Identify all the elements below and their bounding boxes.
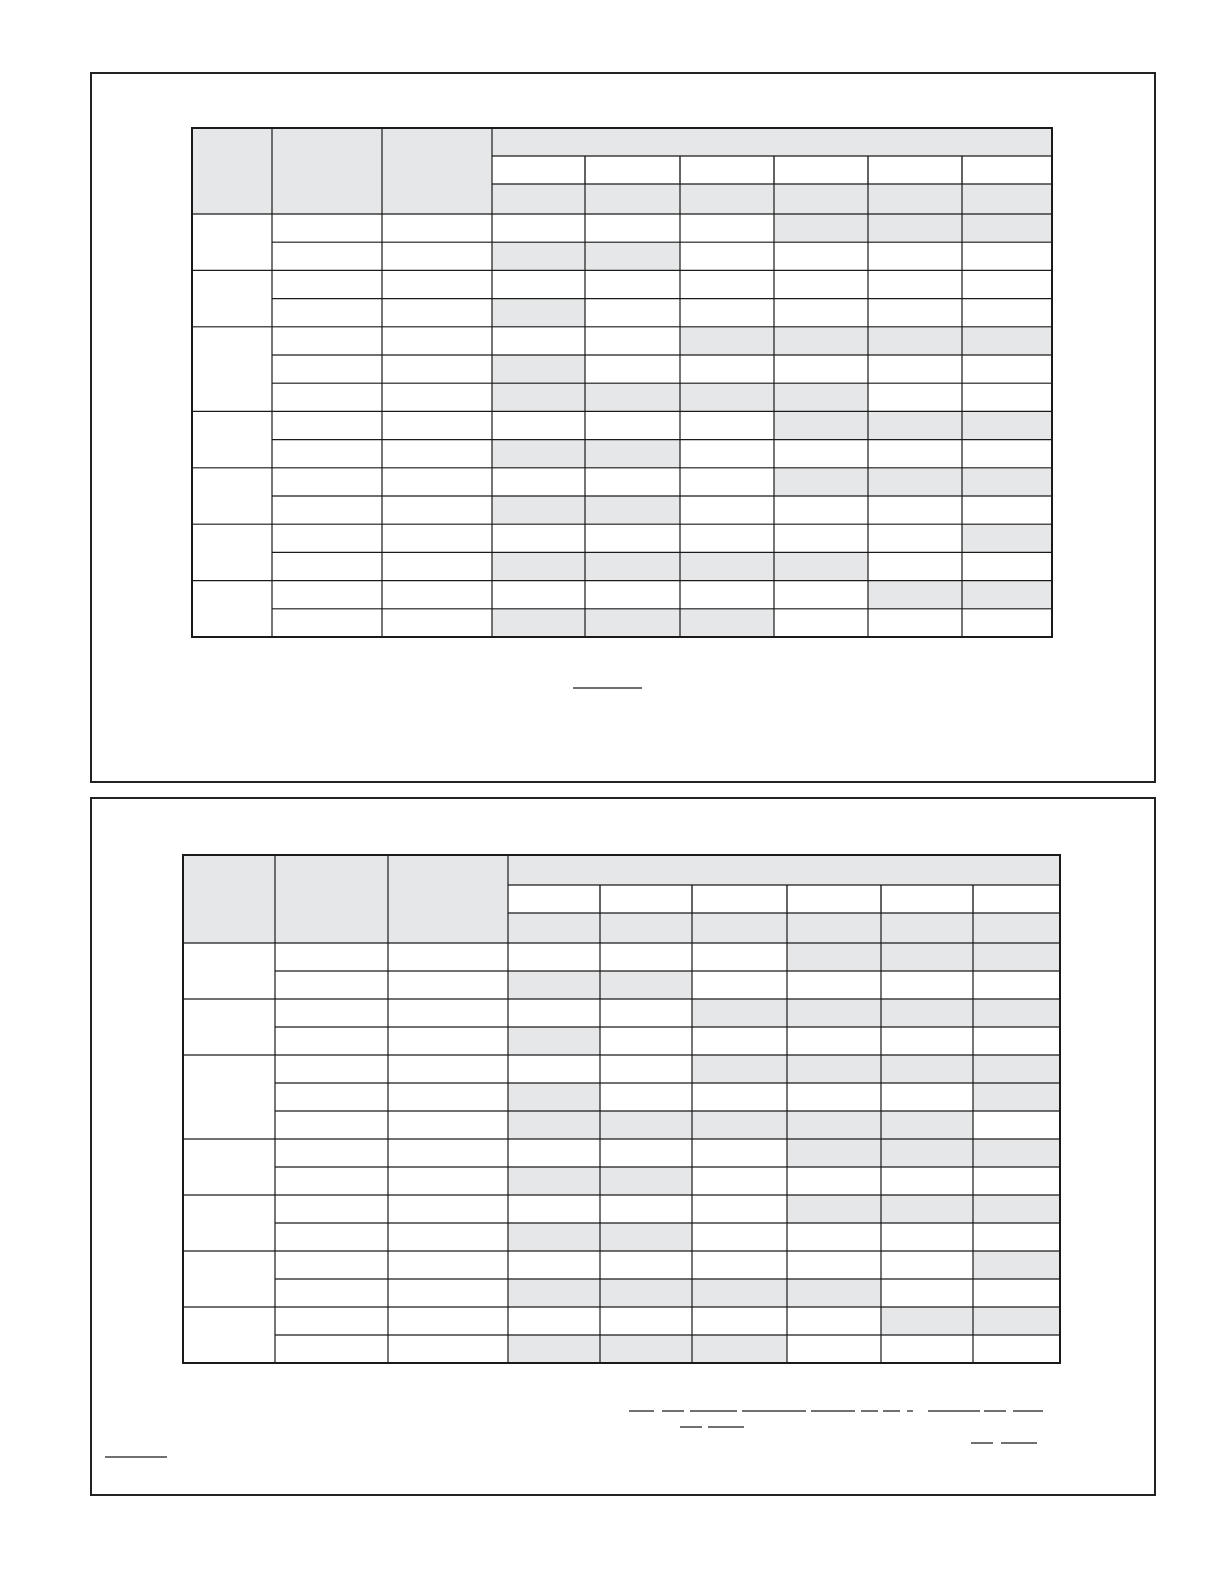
bottom-shaded-cell	[881, 1139, 973, 1167]
bottom-shaded-cell	[600, 1111, 692, 1139]
bottom-shaded-cell	[973, 1195, 1060, 1223]
top-panel	[90, 72, 1156, 783]
top-shaded-cell	[962, 214, 1052, 242]
top-shaded-cell	[492, 496, 585, 524]
bottom-shaded-cell	[787, 1055, 881, 1083]
bottom-header-span	[508, 855, 1060, 885]
bottom-shaded-cell	[973, 1307, 1060, 1335]
top-shaded-cell	[492, 609, 585, 637]
top-shaded-cell	[962, 468, 1052, 496]
bottom-shaded-cell	[508, 1335, 600, 1363]
top-shaded-cell	[774, 468, 868, 496]
bottom-shaded-cell	[881, 1111, 973, 1139]
bottom-shaded-cell	[881, 1055, 973, 1083]
top-shaded-cell	[868, 411, 962, 439]
top-header-subspan	[492, 184, 1052, 214]
top-shaded-cell	[774, 411, 868, 439]
bottom-shaded-cell	[692, 1055, 787, 1083]
top-shaded-cell	[492, 552, 585, 580]
top-shaded-cell	[868, 468, 962, 496]
bottom-shaded-cell	[881, 1307, 973, 1335]
top-shaded-cell	[774, 552, 868, 580]
bottom-shaded-cell	[973, 1139, 1060, 1167]
top-shaded-cell	[492, 440, 585, 468]
bottom-shaded-cell	[973, 1083, 1060, 1111]
bottom-shaded-cell	[600, 1223, 692, 1251]
top-shaded-cell	[962, 411, 1052, 439]
top-shaded-cell	[962, 327, 1052, 355]
top-shaded-cell	[585, 440, 680, 468]
top-shaded-cell	[680, 609, 774, 637]
top-shaded-cell	[492, 355, 585, 383]
bottom-shaded-cell	[692, 1335, 787, 1363]
top-shaded-cell	[585, 242, 680, 270]
top-header-left	[192, 128, 492, 214]
top-shaded-cell	[585, 609, 680, 637]
bottom-shaded-cell	[692, 1279, 787, 1307]
bottom-header-left	[183, 855, 508, 943]
top-shaded-cell	[962, 581, 1052, 609]
bottom-shaded-cell	[787, 999, 881, 1027]
bottom-shaded-cell	[881, 999, 973, 1027]
top-shaded-cell	[680, 383, 774, 411]
bottom-shaded-cell	[508, 1223, 600, 1251]
bottom-shaded-cell	[600, 971, 692, 999]
bottom-shaded-cell	[508, 1083, 600, 1111]
bottom-shaded-cell	[508, 1279, 600, 1307]
bottom-shaded-cell	[881, 1195, 973, 1223]
top-shaded-cell	[774, 327, 868, 355]
top-shaded-cell	[868, 214, 962, 242]
bottom-shaded-cell	[692, 999, 787, 1027]
top-shaded-cell	[492, 383, 585, 411]
top-shaded-cell	[868, 581, 962, 609]
top-shaded-cell	[680, 327, 774, 355]
bottom-shaded-cell	[973, 999, 1060, 1027]
bottom-shaded-cell	[508, 1167, 600, 1195]
bottom-shaded-cell	[973, 1251, 1060, 1279]
bottom-shaded-cell	[508, 971, 600, 999]
bottom-header-subspan	[508, 913, 1060, 943]
top-header-span	[492, 128, 1052, 156]
bottom-shaded-cell	[600, 1335, 692, 1363]
bottom-shaded-cell	[600, 1279, 692, 1307]
bottom-shaded-cell	[787, 1279, 881, 1307]
top-shaded-cell	[680, 552, 774, 580]
top-shaded-cell	[585, 496, 680, 524]
bottom-shaded-cell	[973, 1055, 1060, 1083]
bottom-shaded-cell	[881, 943, 973, 971]
bottom-panel	[90, 797, 1156, 1496]
top-shaded-cell	[492, 242, 585, 270]
bottom-shaded-cell	[787, 943, 881, 971]
bottom-shaded-cell	[692, 1111, 787, 1139]
bottom-shaded-cell	[508, 1027, 600, 1055]
bottom-shaded-cell	[600, 1167, 692, 1195]
top-shaded-cell	[962, 524, 1052, 552]
top-shaded-cell	[585, 552, 680, 580]
top-shaded-cell	[774, 214, 868, 242]
top-grid-table	[92, 74, 1158, 785]
bottom-shaded-cell	[508, 1111, 600, 1139]
bottom-shaded-cell	[787, 1195, 881, 1223]
top-shaded-cell	[585, 383, 680, 411]
bottom-shaded-cell	[787, 1111, 881, 1139]
bottom-shaded-cell	[787, 1139, 881, 1167]
bottom-grid-table	[92, 799, 1158, 1498]
top-shaded-cell	[774, 383, 868, 411]
top-shaded-cell	[492, 299, 585, 327]
bottom-shaded-cell	[973, 943, 1060, 971]
top-shaded-cell	[868, 327, 962, 355]
